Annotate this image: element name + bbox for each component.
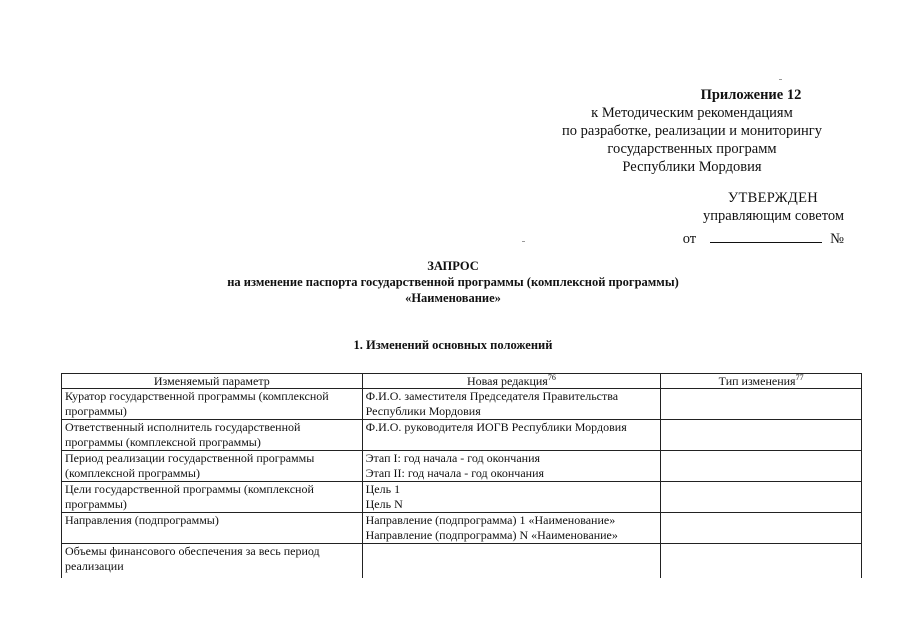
table-row <box>62 389 862 420</box>
approval-by: управляющим советом <box>703 208 844 224</box>
table-row <box>62 420 862 451</box>
approval-blank-line <box>710 230 822 243</box>
appendix-line: к Методическим рекомендациям <box>591 105 793 121</box>
table-row <box>62 451 862 482</box>
column-header-new-edition: Новая редакция$^{76}$ <box>362 374 661 389</box>
request-name: «Наименование» <box>405 291 501 305</box>
change-type-cell <box>661 544 862 579</box>
appendix-line: по разработке, реализации и мониторингу <box>561 123 822 139</box>
approval-title: УТВЕРЖДЕН <box>727 190 818 206</box>
table-header-row <box>62 374 862 389</box>
param-cell: Объемы финансового обеспечения за весь период реализации <box>62 544 363 579</box>
section-title: 1. Изменений основных положений <box>353 338 553 352</box>
approval-from-label: от <box>682 231 697 247</box>
appendix-line: государственных программ <box>607 141 777 157</box>
changes-table <box>61 373 862 578</box>
param-cell: Ответственный исполнитель государственной программы (комплексной программы) <box>62 420 363 451</box>
approval-block <box>683 189 844 248</box>
new-edition-cell: Этап I: год начала - год окончания Этап II: год начала - год окончания <box>362 451 661 482</box>
table-row <box>62 513 862 544</box>
param-cell: Период реализации государственной программы (комплексной программы) <box>62 451 363 482</box>
param-cell: Направления (подпрограммы) <box>62 513 363 544</box>
new-edition-cell: Направление (подпрограмма) 1 «Наименование» Направление (подпрограмма) N «Наименование» <box>362 513 661 544</box>
change-type-cell <box>661 389 862 420</box>
column-header-change-type: Тип изменения$^{77}$ <box>661 374 862 389</box>
request-title: ЗАПРОС <box>427 259 479 273</box>
table-row <box>62 482 862 513</box>
change-type-cell <box>661 420 862 451</box>
new-edition-cell: Ф.И.О. заместителя Председателя Правительства Республики Мордовия <box>362 389 661 420</box>
change-type-cell <box>661 513 862 544</box>
approval-number-sign: № <box>830 231 844 247</box>
appendix-header <box>562 86 822 176</box>
footnote-marker: 76 <box>547 373 556 382</box>
footnote-marker: 77 <box>795 373 804 382</box>
appendix-title: Приложение 12 <box>700 87 802 103</box>
scan-speck <box>779 79 782 80</box>
scan-speck <box>522 241 525 242</box>
column-header-parameter: Изменяемый параметр <box>62 374 363 389</box>
change-type-cell <box>661 451 862 482</box>
request-subtitle: на изменение паспорта государственной программы (комплексной программы) <box>227 275 679 289</box>
table-row <box>62 544 862 579</box>
new-edition-cell: Ф.И.О. руководителя ИОГВ Республики Мордовия <box>362 420 661 451</box>
new-edition-cell <box>362 544 661 579</box>
param-cell: Цели государственной программы (комплексной программы) <box>62 482 363 513</box>
param-cell: Куратор государственной программы (комплексной программы) <box>62 389 363 420</box>
change-type-cell <box>661 482 862 513</box>
request-heading <box>0 258 906 306</box>
new-edition-cell: Цель 1 Цель N <box>362 482 661 513</box>
appendix-line: Республики Мордовия <box>622 159 762 175</box>
approval-date-line <box>683 230 844 248</box>
